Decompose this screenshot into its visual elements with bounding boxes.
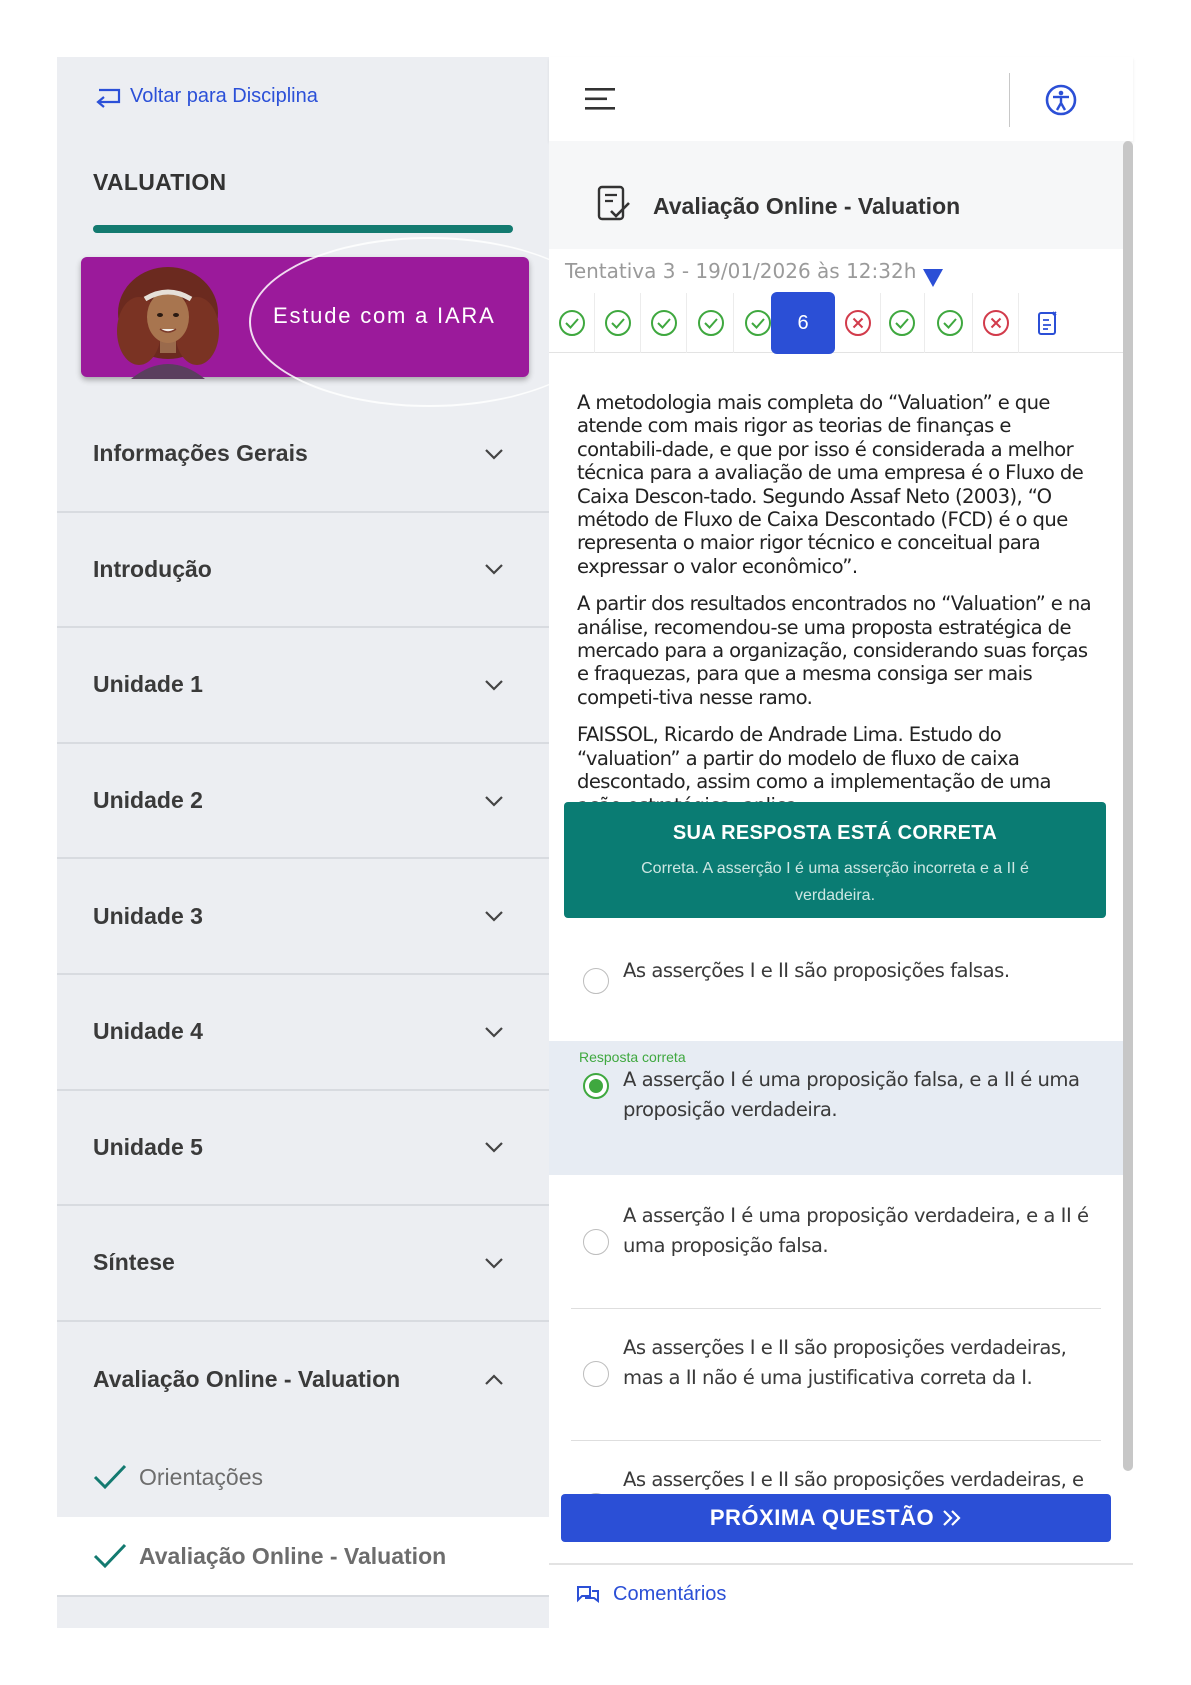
app-window bbox=[57, 57, 1133, 1628]
return-arrow-icon bbox=[94, 86, 122, 108]
next-question-button[interactable] bbox=[561, 1494, 1111, 1542]
question-correct-button[interactable] bbox=[927, 293, 973, 353]
question-correct-button[interactable] bbox=[641, 293, 687, 353]
iara-avatar-illustration bbox=[109, 261, 227, 379]
menu-item-unidade-4[interactable] bbox=[57, 975, 549, 1091]
top-bar bbox=[549, 57, 1133, 141]
menu-item-unidade-3[interactable] bbox=[57, 859, 549, 975]
menu-item-label: Introdução bbox=[93, 555, 212, 582]
question-correct-button[interactable] bbox=[688, 293, 734, 353]
menu-item-label: Unidade 2 bbox=[93, 787, 203, 814]
option-text: A asserção I é uma proposição verdadeira, e a II é uma proposição falsa. bbox=[623, 1204, 1089, 1257]
menu-item-label: Unidade 3 bbox=[93, 902, 203, 929]
question-paragraph: FAISSOL, Ricardo de Andrade Lima. Estudo do “valuation” a partir do modelo de fluxo de caixa descontado, assim como a implementação de uma bbox=[577, 723, 1051, 794]
answer-option-correct[interactable] bbox=[549, 1041, 1125, 1175]
radio-button[interactable] bbox=[583, 968, 609, 994]
attempt-label: Tentativa 3 - 19/01/2026 às 12:32h bbox=[565, 259, 917, 283]
content-scrollbar[interactable] bbox=[1123, 141, 1133, 1471]
check-circle-icon bbox=[697, 309, 725, 337]
iara-assistant-banner[interactable] bbox=[81, 257, 529, 377]
option-text: As asserções I e II são proposições falsas. bbox=[623, 959, 1010, 982]
exam-document-icon bbox=[597, 185, 631, 221]
chevron-down-icon bbox=[482, 789, 506, 813]
question-correct-button[interactable] bbox=[595, 293, 641, 353]
option-text: As asserções I e II são proposições verdadeiras, e bbox=[623, 1468, 1084, 1491]
sub-item-label: Avaliação Online - Valuation bbox=[139, 1542, 447, 1569]
comments-label: Comentários bbox=[613, 1583, 727, 1605]
chevron-down-icon bbox=[482, 1020, 506, 1044]
menu-item-avaliacao-online[interactable] bbox=[57, 1322, 549, 1438]
answer-feedback-banner bbox=[564, 802, 1106, 918]
feedback-description: Correta. A asserção I é uma asserção incorreta e a II é verdadeira. bbox=[641, 860, 1029, 904]
iara-banner-label: Estude com a IARA bbox=[273, 303, 496, 328]
answer-option[interactable] bbox=[549, 918, 1125, 1041]
question-navigator bbox=[549, 293, 1125, 353]
document-edit-icon bbox=[1034, 309, 1062, 337]
chevron-down-icon bbox=[482, 1251, 506, 1275]
menu-item-unidade-2[interactable] bbox=[57, 744, 549, 860]
comments-icon bbox=[575, 1584, 601, 1606]
menu-item-sintese[interactable] bbox=[57, 1206, 549, 1322]
feedback-title: SUA RESPOSTA ESTÁ CORRETA bbox=[672, 822, 998, 844]
check-icon bbox=[93, 1463, 127, 1491]
chevron-down-icon bbox=[482, 1135, 506, 1159]
attempt-dropdown-icon[interactable] bbox=[923, 269, 943, 287]
question-wrong-button[interactable] bbox=[973, 293, 1019, 353]
menu-item-informacoes-gerais[interactable] bbox=[57, 397, 549, 513]
menu-item-label: Informações Gerais bbox=[93, 440, 308, 467]
course-progress-fill bbox=[93, 225, 513, 233]
chevron-up-icon bbox=[482, 1368, 506, 1392]
chevron-down-icon bbox=[482, 673, 506, 697]
comments-link[interactable] bbox=[575, 1583, 726, 1606]
answer-option[interactable] bbox=[549, 1175, 1125, 1309]
radio-button[interactable] bbox=[583, 1229, 609, 1255]
menu-item-label: Unidade 4 bbox=[93, 1018, 203, 1045]
sub-item-orientacoes[interactable] bbox=[57, 1437, 549, 1517]
option-text: A asserção I é uma proposição falsa, e a II é uma proposição verdadeira. bbox=[623, 1068, 1080, 1121]
sub-item-label: Orientações bbox=[139, 1463, 264, 1490]
check-circle-icon bbox=[744, 309, 772, 337]
correct-answer-tag: Resposta correta bbox=[579, 1049, 686, 1065]
option-text: As asserções I e II são proposições verdadeiras, mas a II não é uma justificativa correta da I. bbox=[623, 1336, 1067, 1389]
question-wrong-button[interactable] bbox=[835, 293, 881, 353]
topbar-divider bbox=[1009, 73, 1010, 127]
question-correct-button[interactable] bbox=[549, 293, 595, 353]
sub-item-avaliacao-online[interactable] bbox=[57, 1517, 549, 1597]
chevron-down-icon bbox=[482, 442, 506, 466]
check-circle-icon bbox=[936, 309, 964, 337]
menu-item-label: Avaliação Online - Valuation bbox=[93, 1366, 401, 1393]
footer-divider bbox=[549, 1563, 1133, 1565]
exam-title: Avaliação Online - Valuation bbox=[653, 193, 961, 219]
radio-button-selected[interactable] bbox=[583, 1073, 609, 1099]
menu-item-unidade-5[interactable] bbox=[57, 1091, 549, 1207]
check-icon bbox=[93, 1542, 127, 1570]
course-menu bbox=[57, 397, 549, 1597]
answer-option[interactable] bbox=[549, 1309, 1125, 1441]
course-progress-bar bbox=[93, 225, 513, 233]
back-link-label: Voltar para Disciplina bbox=[130, 85, 318, 107]
radio-button[interactable] bbox=[583, 1361, 609, 1387]
check-circle-icon bbox=[604, 309, 632, 337]
exam-header bbox=[549, 141, 1125, 249]
chevron-down-icon bbox=[482, 904, 506, 928]
x-circle-icon bbox=[982, 309, 1010, 337]
course-sidebar bbox=[57, 57, 549, 1628]
exam-content bbox=[549, 141, 1125, 1557]
menu-item-introducao[interactable] bbox=[57, 513, 549, 629]
chevron-down-icon bbox=[482, 557, 506, 581]
menu-toggle-icon[interactable] bbox=[585, 85, 617, 113]
menu-item-label: Síntese bbox=[93, 1249, 175, 1276]
course-title: VALUATION bbox=[93, 169, 227, 195]
double-chevron-right-icon bbox=[942, 1509, 962, 1527]
menu-item-unidade-1[interactable] bbox=[57, 628, 549, 744]
question-current-button[interactable]: 6 bbox=[771, 292, 835, 354]
exam-summary-button[interactable] bbox=[1025, 293, 1071, 353]
check-circle-icon bbox=[888, 309, 916, 337]
question-text bbox=[577, 391, 1097, 794]
menu-item-label: Unidade 5 bbox=[93, 1133, 203, 1160]
menu-item-label: Unidade 1 bbox=[93, 671, 203, 698]
next-question-label: PRÓXIMA QUESTÃO bbox=[709, 1505, 935, 1530]
accessibility-icon[interactable] bbox=[1045, 84, 1077, 116]
exam-panel bbox=[549, 57, 1133, 1628]
x-circle-icon bbox=[844, 309, 872, 337]
question-paragraph: A metodologia mais completa do “Valuation” e que atende com mais rigor as teorias de finanças e contabili-dade, e que por isso é considerada a melhor técnica para a avaliação de uma empresa é o Fluxo de Caixa Descon-tado. Segundo Assaf Neto (2003), “O método de Fluxo de Caixa Descontado (FCD) é o que representa o maior rigor técnico e conceitual para expressar o valor econômico”. bbox=[577, 391, 1084, 578]
back-to-course-link[interactable] bbox=[94, 85, 318, 108]
check-circle-icon bbox=[650, 309, 678, 337]
check-circle-icon bbox=[558, 309, 586, 337]
question-paragraph: A partir dos resultados encontrados no “Valuation” e na análise, recomendou-se uma proposta estratégica de mercado para a organização, considerando suas forças e fraquezas, para que a mesma consiga ser mais competi-tiva nesse ramo. bbox=[577, 592, 1092, 709]
question-correct-button[interactable] bbox=[879, 293, 925, 353]
